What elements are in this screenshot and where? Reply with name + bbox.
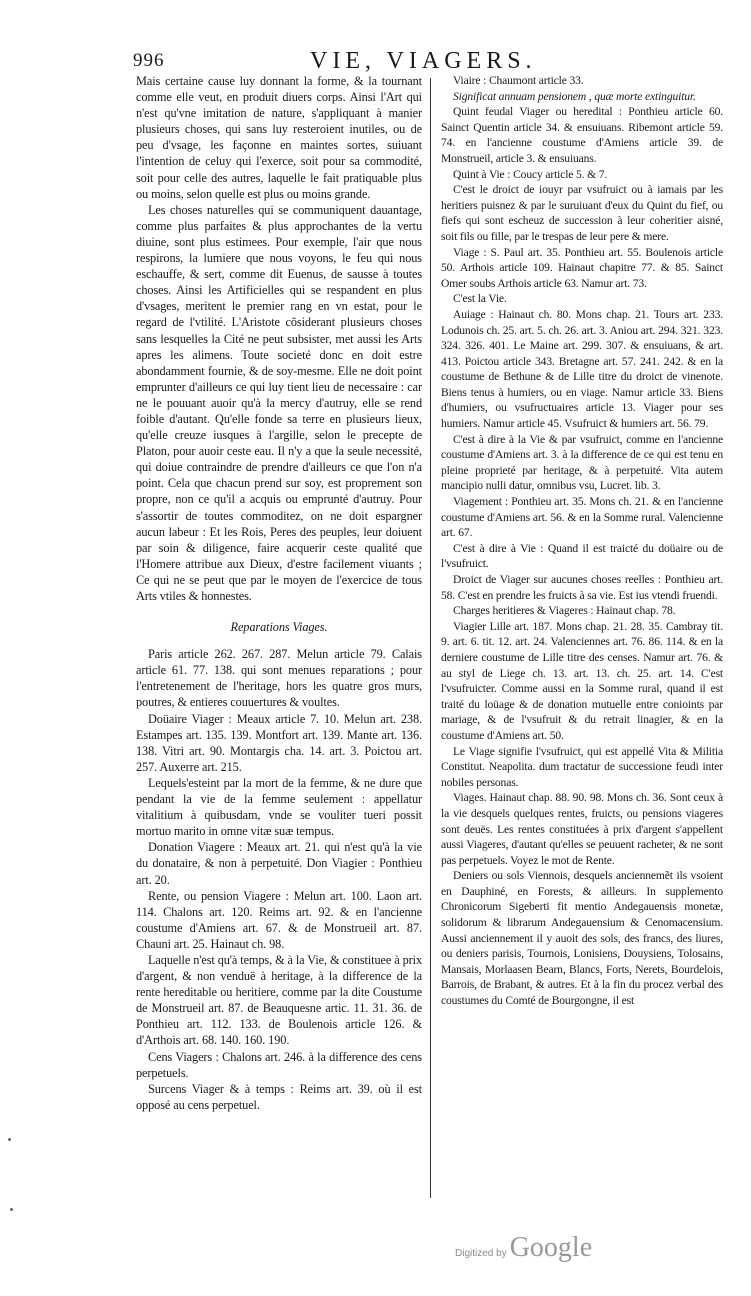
- scan-speck: [10, 1208, 13, 1211]
- paragraph: Auiage : Hainaut ch. 80. Mons chap. 21. Tours art. 233. Lodunois ch. 25. art. 5. ch. 26. art. 3. Aniou art. 294. 321. 323. 324. 326. 401. Le Maine art. 299. 307. & ensuiuans, & art. 413. Poictou article 343. Bretagne art. 57. 241. 242. & en la coustume de Bethune & de Lille titre du droict de vinenote. Biens tenus à humiers, ou en viage. Namur article 33. Biens d'humiers, ou vsufructuaires article 13. Viager pour ses humiers. Namur article 45. Vsufruict & humiers art. 56. 79.: [441, 307, 723, 431]
- paragraph: Quint feudal Viager ou heredital : Ponthieu article 60. Sainct Quentin article 34. & ensuiuans. Ribemont article 59. 74. en l'ancienne coustume d'Amiens article 39. de Monstrueil, article 3. & ensuiuans.: [441, 105, 723, 165]
- right-column: [441, 73, 723, 1213]
- paragraph: Lequels'esteint par la mort de la femme, & ne dure que pendant la vie de la femme seulement : appellatur vitalitium à quibusdam, vnde se vouliter tueri possit mortuo marito in omne vitæ suæ tempus.: [136, 775, 422, 839]
- paragraph: Le Viage signifie l'vsufruict, qui est appellé Vita & Militia Constitut. Neapolita. dum tractatur de successione feudi inter nobiles personas.: [441, 744, 723, 789]
- paragraph: Viage : S. Paul art. 35. Ponthieu art. 55. Boulenois article 50. Arthois article 109. Hainaut chapitre 77. & 85. Sainct Omer soubs Arthois article 63. Namur art. 73.: [441, 245, 723, 290]
- column-divider: [430, 78, 431, 1198]
- paragraph: Paris article 262. 267. 287. Melun article 79. Calais article 61. 77. 138. qui sont menues reparations ; pour l'entretenement de l'heritage, hors les quatre gros murs, poutres, & entieres couuertures & voultes.: [136, 647, 422, 710]
- page-number: 996: [133, 50, 165, 71]
- paragraph: Mais certaine cause luy donnant la forme, & la tournant comme elle veut, en produit diuers corps. Ainsi l'Art qui n'est qu'vne imitation de nature, s'appliquant à manier plusieurs choses, qui sans luy resteroient inutiles, ou de peu d'vsage, les façonne en maintes sortes, suiuant l'intention de celuy qui l'exerce, soit pour sa commodité, soit pour celle des autres, laquelle le fait pratiquable plus ou moins, selon quelle est plus ou moins grande.: [136, 74, 422, 201]
- running-title: VIE, VIAGERS.: [310, 48, 537, 74]
- paragraph: C'est à dire à Vie : Quand il est traicté du doüaire ou de l'vsufruict.: [441, 541, 723, 571]
- paragraph: Donation Viagere : Meaux art. 21. qui n'est qu'à la vie du donataire, & non à perpetuité. Don Viagier : Ponthieu art. 20.: [136, 840, 422, 887]
- paragraph: Significat annuam pensionem , quæ morte extinguitur.: [453, 89, 696, 103]
- paragraph: Les choses naturelles qui se communiquent dauantage, comme plus parfaites & plus approchantes de la vertu diuine, sont plus estimees. Pour exemple, l'air que nous respirons, la lumiere que nous voyons, le feu qui nous eschauffe, & sert, comme dit Euenus, de sausse à toutes choses. Ainsi les Artificielles qui se respandent en plus d'vsages, meritent le premier rang en vn estat, pour le regard de l'vtilité. L'Aristote cõsiderant plusieurs choses sans lesquelles la Cité ne peut subsister, met aussi les Arts apres les alimens. Toute societé donc en doit estre abondamment fournie, & de soy-mesme. Elle ne doit point emprunter d'ailleurs ce qui luy tient lieu de necessaire : car ne le pouuant auoir qu'à la mercy d'autruy, elle se rend foible d'autant. Qu'elle fonde sa terre en plusieurs lieux, qu'elle creuze iusques à l'argille, selon le precepte de Platon, pour auoir ceste eau. Il n'y a que la seule necessité, qui doiue contraindre de prendre d'ailleurs ce que l'on n'a point. Cela que chacun prend sur soy, est proprement son propre, non ce qu'il a acquis ou emprunté d'autruy. Pour s'assortir de toutes commoditez, on ne doit espargner aucun labeur : Et les Rois, Peres des peuples, leur doiuent par soin & diligence, faire acquerir ceste qualité que l'Homere attribue aux Dieux, d'estre facilement viuants ; Ce qui ne se peut que par le moyen de l'exercice de tous Arts vtiles & honnestes.: [136, 202, 422, 603]
- paragraph: Droict de Viager sur aucunes choses reelles : Ponthieu art. 58. C'est en prendre les fruicts à sa vie. Est ius vtendi fruendi.: [441, 573, 723, 602]
- paragraph: Laquelle n'est qu'à temps, & à la Vie, & constituee à prix d'argent, & non venduë à heritage, à la difference de la rente hereditable ou heritiere, comme par la dite Coustume de Monstrueil art. 87. de Beauquesne artic. 11. 31. 36. de Ponthieu art. 112. 133. de Boulenois article 126. & d'Arthois art. 68. 140. 160. 190.: [136, 952, 422, 1048]
- page-header: [0, 48, 751, 76]
- paragraph: Viaire : Chaumont article 33.: [453, 74, 584, 87]
- paragraph: Viages. Hainaut chap. 88. 90. 98. Mons ch. 36. Sont ceux à la vie desquels quelques rentes, fruicts, ou pensions viageres sont deuës. Les rentes constituées à prix d'argent s'appellent aussi Viageres, d'autant qu'elles se peuuent racheter, & ne sont pas perpetuels. Voyez le mot de Rente.: [441, 791, 723, 867]
- google-logo: Google: [509, 1232, 593, 1263]
- paragraph: Cens Viagers : Chalons art. 246. à la difference des cens perpetuels.: [136, 1049, 422, 1080]
- paragraph: Viagier Lille art. 187. Mons chap. 21. 28. 35. Cambray tit. 9. art. 6. tit. 12. art. 24. Valenciennes art. 76. 86. 114. & en la derniere coustume de Lille titre des censes. Namur art. 76. & au styl de Liege ch. 13. art. 13. ch. 25. art. 14. C'est l'vsufruicter. Comme aussi en la Somme rural, quand il est traité du loüage & de donation mutuelle entre conioints par mariage, & de l'vsufruit & du retrait linagier, & en la coustume d'Amiens art. 50.: [441, 619, 723, 742]
- paragraph: Deniers ou sols Viennois, desquels anciennemẽt ils vsoient en Dauphiné, en Forests, & ailleurs. In supplemento Chronicorum Sigeberti fit mentio Andegauensis monetæ, solidorum & librarum Andegauensium & Cenomacensium. Aussi anciennement il y auoit des sols, des francs, des liures, ou deniers parisis, Tournois, Lonisiens, Douysiens, Tolosains, Mansais, Morlaasen Bearn, Blancs, Forts, Nerets, Bourdelois, Barrois, de Brabant, & autres. Et à la fin du procez verbal des coustumes du Comté de Bourgongne, il est: [441, 869, 723, 1008]
- scan-speck: [8, 1138, 11, 1141]
- watermark-prefix: Digitized by: [455, 1248, 507, 1259]
- paragraph: C'est à dire à la Vie & par vsufruict, comme en l'ancienne coustume d'Amiens art. 3. à la difference de ce qui est tenu en pleine proprieté par heritage, & à perpetuité. Vita autem mancipio nulli datur, omnibus vsu, Lucret. lib. 3.: [441, 432, 723, 493]
- paragraph: C'est le droict de iouyr par vsufruict ou à iamais par les heritiers puisnez & par le suruiuant d'eux du Quint du fief, ou fiefs qui sont escheuz de succession à leur coheritier aisné, soit fils ou fille, par le trespas de leur pere & mere.: [441, 183, 723, 243]
- section-title: Reparations Viages.: [230, 620, 328, 635]
- paragraph: C'est la Vie.: [453, 292, 507, 306]
- digitized-watermark: [455, 1232, 592, 1264]
- paragraph: Rente, ou pension Viagere : Melun art. 100. Laon art. 114. Chalons art. 120. Reims art. 92. & en l'ancienne coustume d'Amiens art. 67. & de Monstrueil art. 87. Chauni art. 25. Hainaut ch. 98.: [136, 888, 422, 951]
- paragraph: Quint à Vie : Coucy article 5. & 7.: [453, 167, 608, 181]
- paragraph: Surcens Viager & à temps : Reims art. 39. où il est opposé au cens perpetuel.: [136, 1081, 422, 1112]
- left-column: [136, 73, 422, 1203]
- paragraph: Doüaire Viager : Meaux article 7. 10. Melun art. 238. Estampes art. 135. 139. Montfort art. 139. Mante art. 136. 138. Vitri art. 90. Montargis cha. 14. art. 3. Poictou art. 257. Auxerre art. 215.: [136, 711, 422, 774]
- paragraph: Charges heritieres & Viageres : Hainaut chap. 78.: [453, 604, 676, 618]
- paragraph: Viagement : Ponthieu art. 35. Mons ch. 21. & en l'ancienne coustume d'Amiens art. 56. & en la Somme rural. Valencienne art. 67.: [441, 495, 723, 540]
